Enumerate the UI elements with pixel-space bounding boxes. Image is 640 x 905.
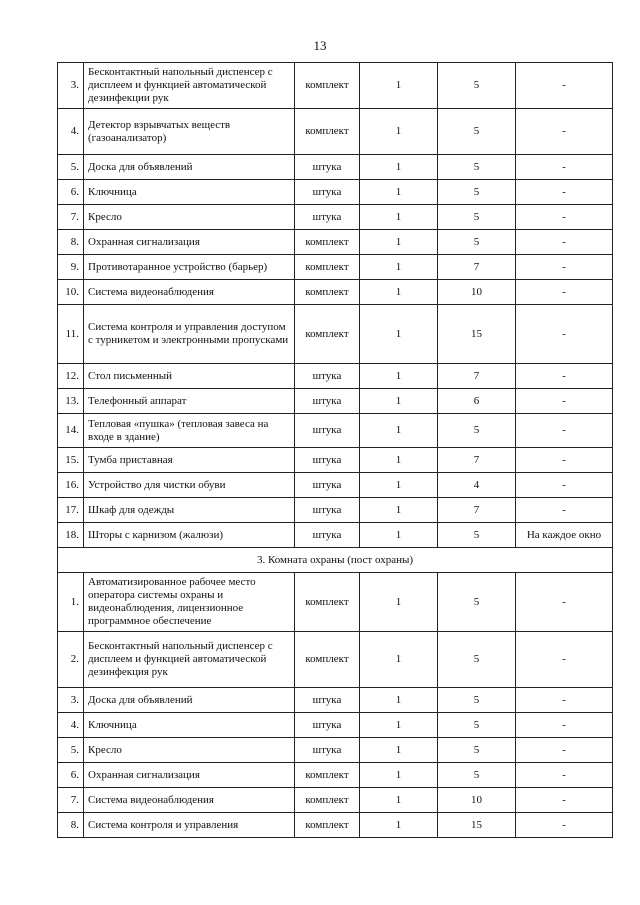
item-quantity: 1	[360, 763, 438, 788]
item-quantity: 1	[360, 573, 438, 632]
table-row	[58, 109, 613, 155]
item-name: Телефонный аппарат	[84, 389, 295, 414]
item-service-life: 7	[438, 364, 516, 389]
row-number: 11.	[58, 305, 84, 364]
item-unit: комплект	[295, 305, 360, 364]
item-name: Противотаранное устройство (барьер)	[84, 255, 295, 280]
item-name: Охранная сигнализация	[84, 763, 295, 788]
item-note: На каждое окно	[516, 523, 613, 548]
item-unit: комплект	[295, 813, 360, 838]
page-number: 13	[313, 38, 327, 53]
table-row	[58, 473, 613, 498]
item-quantity: 1	[360, 448, 438, 473]
table-row	[58, 813, 613, 838]
item-quantity: 1	[360, 414, 438, 448]
item-service-life: 7	[438, 448, 516, 473]
table-row	[58, 255, 613, 280]
item-service-life: 15	[438, 813, 516, 838]
item-quantity: 1	[360, 280, 438, 305]
item-note: -	[516, 632, 613, 688]
item-quantity: 1	[360, 389, 438, 414]
item-name: Устройство для чистки обуви	[84, 473, 295, 498]
item-unit: штука	[295, 389, 360, 414]
item-unit: штука	[295, 473, 360, 498]
equipment-table	[57, 62, 613, 838]
item-unit: комплект	[295, 788, 360, 813]
item-unit: комплект	[295, 230, 360, 255]
item-unit: штука	[295, 523, 360, 548]
item-name: Охранная сигнализация	[84, 230, 295, 255]
table-row	[58, 632, 613, 688]
item-note: -	[516, 305, 613, 364]
item-unit: штука	[295, 180, 360, 205]
table-row	[58, 155, 613, 180]
item-service-life: 5	[438, 230, 516, 255]
item-quantity: 1	[360, 632, 438, 688]
item-service-life: 5	[438, 414, 516, 448]
item-unit: комплект	[295, 255, 360, 280]
item-name: Стол письменный	[84, 364, 295, 389]
item-name: Тумба приставная	[84, 448, 295, 473]
table-row	[58, 230, 613, 255]
item-service-life: 5	[438, 205, 516, 230]
item-service-life: 5	[438, 738, 516, 763]
item-quantity: 1	[360, 688, 438, 713]
table-row	[58, 180, 613, 205]
item-service-life: 5	[438, 632, 516, 688]
row-number: 8.	[58, 813, 84, 838]
item-name: Бесконтактный напольный диспенсер с дисплеем и функцией автоматической дезинфекции рук	[84, 63, 295, 109]
row-number: 18.	[58, 523, 84, 548]
row-number: 8.	[58, 230, 84, 255]
table-row	[58, 280, 613, 305]
item-service-life: 6	[438, 389, 516, 414]
item-name: Бесконтактный напольный диспенсер с дисплеем и функцией автоматической дезинфекция рук	[84, 632, 295, 688]
item-quantity: 1	[360, 813, 438, 838]
item-unit: комплект	[295, 63, 360, 109]
item-service-life: 7	[438, 498, 516, 523]
table-row	[58, 713, 613, 738]
item-note: -	[516, 63, 613, 109]
item-unit: штука	[295, 713, 360, 738]
item-unit: штука	[295, 688, 360, 713]
section-header-row	[58, 548, 613, 573]
row-number: 7.	[58, 205, 84, 230]
item-service-life: 15	[438, 305, 516, 364]
table-row	[58, 523, 613, 548]
item-quantity: 1	[360, 473, 438, 498]
row-number: 3.	[58, 63, 84, 109]
row-number: 10.	[58, 280, 84, 305]
item-name: Детектор взрывчатых веществ (газоанализатор)	[84, 109, 295, 155]
item-note: -	[516, 688, 613, 713]
row-number: 4.	[58, 713, 84, 738]
section-title: 3. Комната охраны (пост охраны)	[58, 548, 613, 573]
item-note: -	[516, 788, 613, 813]
row-number: 9.	[58, 255, 84, 280]
item-name: Шкаф для одежды	[84, 498, 295, 523]
item-note: -	[516, 205, 613, 230]
table-row	[58, 573, 613, 632]
item-unit: комплект	[295, 632, 360, 688]
item-service-life: 5	[438, 713, 516, 738]
item-quantity: 1	[360, 738, 438, 763]
item-note: -	[516, 738, 613, 763]
table-row	[58, 63, 613, 109]
row-number: 16.	[58, 473, 84, 498]
item-note: -	[516, 473, 613, 498]
table-row	[58, 738, 613, 763]
item-unit: штука	[295, 738, 360, 763]
item-service-life: 5	[438, 155, 516, 180]
item-note: -	[516, 763, 613, 788]
item-name: Система контроля и управления доступом с турникетом и электронными пропусками	[84, 305, 295, 364]
table-row	[58, 788, 613, 813]
item-service-life: 5	[438, 180, 516, 205]
item-quantity: 1	[360, 255, 438, 280]
item-quantity: 1	[360, 305, 438, 364]
item-note: -	[516, 813, 613, 838]
row-number: 12.	[58, 364, 84, 389]
item-service-life: 5	[438, 763, 516, 788]
item-name: Доска для объявлений	[84, 155, 295, 180]
table-row	[58, 763, 613, 788]
item-quantity: 1	[360, 63, 438, 109]
item-name: Шторы с карнизом (жалюзи)	[84, 523, 295, 548]
item-unit: комплект	[295, 280, 360, 305]
item-quantity: 1	[360, 498, 438, 523]
item-quantity: 1	[360, 180, 438, 205]
row-number: 2.	[58, 632, 84, 688]
item-name: Система видеонаблюдения	[84, 280, 295, 305]
item-service-life: 4	[438, 473, 516, 498]
item-name: Система видеонаблюдения	[84, 788, 295, 813]
item-unit: штука	[295, 498, 360, 523]
item-note: -	[516, 109, 613, 155]
item-name: Система контроля и управления	[84, 813, 295, 838]
item-note: -	[516, 280, 613, 305]
item-note: -	[516, 448, 613, 473]
item-service-life: 10	[438, 280, 516, 305]
item-note: -	[516, 255, 613, 280]
item-name: Автоматизированное рабочее место оператора системы охраны и видеонаблюдения, лицензионное программное обеспечение	[84, 573, 295, 632]
table-row	[58, 688, 613, 713]
item-name: Тепловая «пушка» (тепловая завеса на входе в здание)	[84, 414, 295, 448]
item-service-life: 5	[438, 523, 516, 548]
table-row	[58, 305, 613, 364]
item-unit: комплект	[295, 109, 360, 155]
item-quantity: 1	[360, 109, 438, 155]
row-number: 17.	[58, 498, 84, 523]
item-note: -	[516, 389, 613, 414]
item-note: -	[516, 155, 613, 180]
row-number: 5.	[58, 738, 84, 763]
table-row	[58, 414, 613, 448]
item-name: Кресло	[84, 205, 295, 230]
item-quantity: 1	[360, 523, 438, 548]
row-number: 5.	[58, 155, 84, 180]
item-quantity: 1	[360, 155, 438, 180]
item-unit: штука	[295, 155, 360, 180]
item-quantity: 1	[360, 230, 438, 255]
item-unit: штука	[295, 364, 360, 389]
item-name: Ключница	[84, 713, 295, 738]
item-unit: комплект	[295, 573, 360, 632]
row-number: 15.	[58, 448, 84, 473]
item-note: -	[516, 414, 613, 448]
row-number: 6.	[58, 763, 84, 788]
item-unit: комплект	[295, 763, 360, 788]
item-service-life: 10	[438, 788, 516, 813]
item-service-life: 5	[438, 688, 516, 713]
table-row	[58, 364, 613, 389]
item-name: Доска для объявлений	[84, 688, 295, 713]
row-number: 13.	[58, 389, 84, 414]
item-service-life: 5	[438, 573, 516, 632]
item-quantity: 1	[360, 788, 438, 813]
row-number: 3.	[58, 688, 84, 713]
item-unit: штука	[295, 448, 360, 473]
item-quantity: 1	[360, 713, 438, 738]
item-note: -	[516, 230, 613, 255]
table-row	[58, 448, 613, 473]
item-note: -	[516, 364, 613, 389]
item-unit: штука	[295, 205, 360, 230]
item-note: -	[516, 573, 613, 632]
item-name: Ключница	[84, 180, 295, 205]
item-service-life: 5	[438, 63, 516, 109]
item-quantity: 1	[360, 364, 438, 389]
row-number: 14.	[58, 414, 84, 448]
item-unit: штука	[295, 414, 360, 448]
table-row	[58, 389, 613, 414]
table-row	[58, 205, 613, 230]
item-service-life: 7	[438, 255, 516, 280]
row-number: 6.	[58, 180, 84, 205]
item-note: -	[516, 498, 613, 523]
item-service-life: 5	[438, 109, 516, 155]
item-note: -	[516, 180, 613, 205]
item-name: Кресло	[84, 738, 295, 763]
item-note: -	[516, 713, 613, 738]
table-row	[58, 498, 613, 523]
row-number: 4.	[58, 109, 84, 155]
item-quantity: 1	[360, 205, 438, 230]
row-number: 1.	[58, 573, 84, 632]
row-number: 7.	[58, 788, 84, 813]
